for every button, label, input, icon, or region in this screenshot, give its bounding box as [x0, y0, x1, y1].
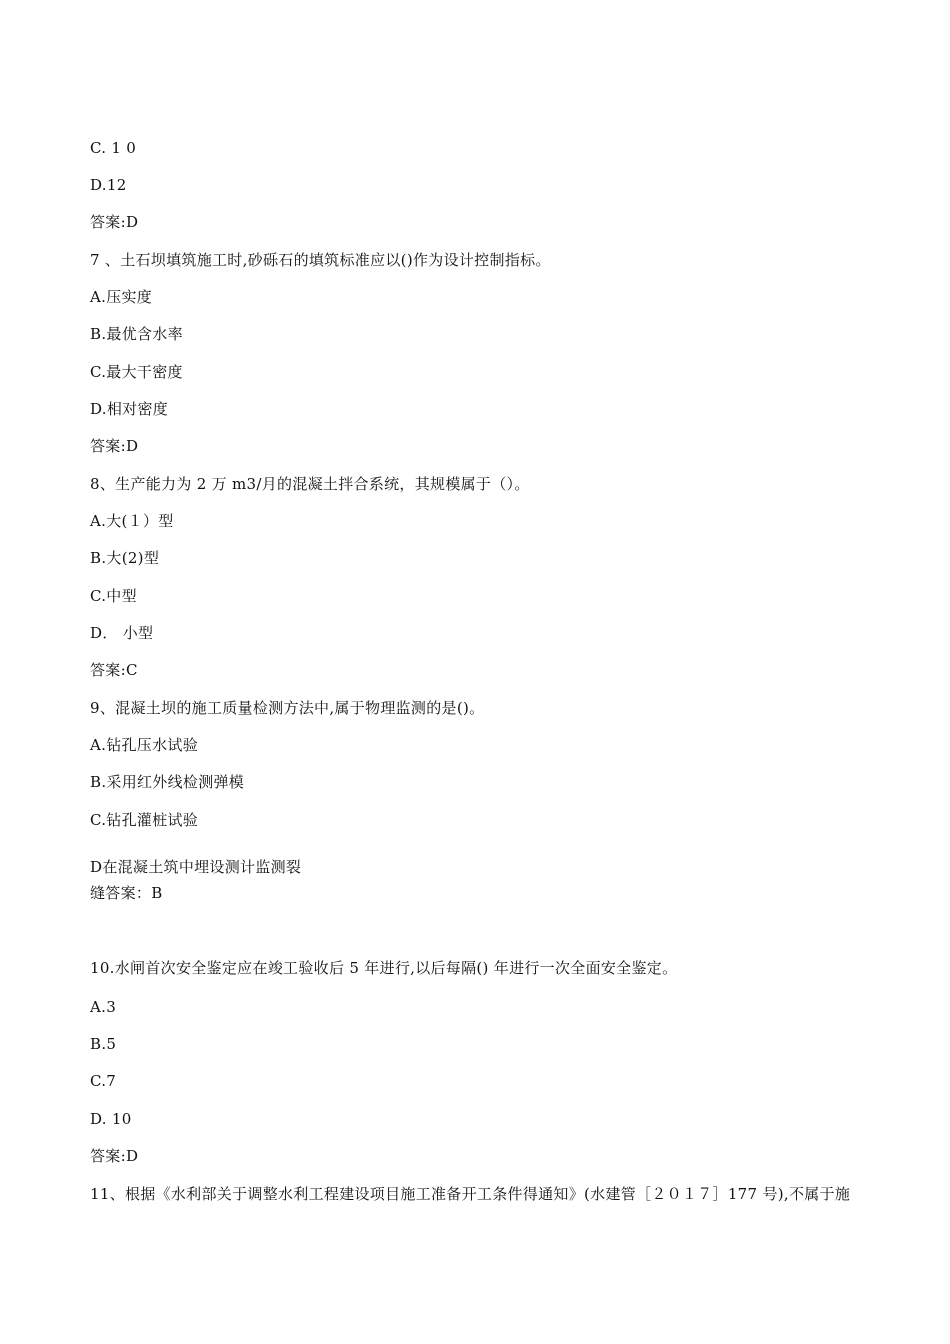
- option-b: B.5: [90, 1035, 117, 1053]
- option-d: D.12: [90, 176, 127, 194]
- option-b: B.大(2)型: [90, 549, 160, 567]
- question-9: 9、混凝土坝的施工质量检测方法中,属于物理监测的是()。: [90, 699, 485, 717]
- option-c: C.中型: [90, 587, 137, 605]
- option-b: B.采用红外线检测弹模: [90, 773, 245, 791]
- answer: 答案:D: [90, 213, 139, 231]
- answer: 答案:D: [90, 437, 139, 455]
- option-d: D． 小型: [90, 624, 154, 642]
- option-d: D在混凝土筑中埋设测计监测裂: [90, 858, 302, 876]
- answer: 缝答案：B: [90, 884, 163, 902]
- option-a: A.3: [90, 998, 117, 1016]
- option-c: C. 1 0: [90, 139, 137, 157]
- question-8: 8、生产能力为 2 万 m3/月的混凝土拌合系统，其规模属于（）。: [90, 475, 530, 493]
- question-10: 10.水闸首次安全鉴定应在竣工验收后 5 年进行,以后每隔() 年进行一次全面安全鉴定。: [90, 959, 678, 977]
- question-7: 7 、土石坝填筑施工时,砂砾石的填筑标准应以()作为设计控制指标。: [90, 251, 551, 269]
- option-b: B.最优含水率: [90, 325, 183, 343]
- option-a: A.钻孔压水试验: [90, 736, 199, 754]
- option-a: A.大(１）型: [90, 512, 174, 530]
- option-a: A.压实度: [90, 288, 153, 306]
- question-11: 11、根据《水利部关于调整水利工程建设项目施工准备开工条件得通知》(水建管［２０１７］177 号),不属于施: [90, 1185, 851, 1203]
- option-c: C.最大干密度: [90, 363, 183, 381]
- option-d: D.相对密度: [90, 400, 169, 418]
- answer: 答案:C: [90, 661, 138, 679]
- option-d: D. 10: [90, 1110, 132, 1128]
- option-c: C.7: [90, 1072, 117, 1090]
- option-c: C.钻孔灌桩试验: [90, 811, 199, 829]
- answer: 答案:D: [90, 1147, 139, 1165]
